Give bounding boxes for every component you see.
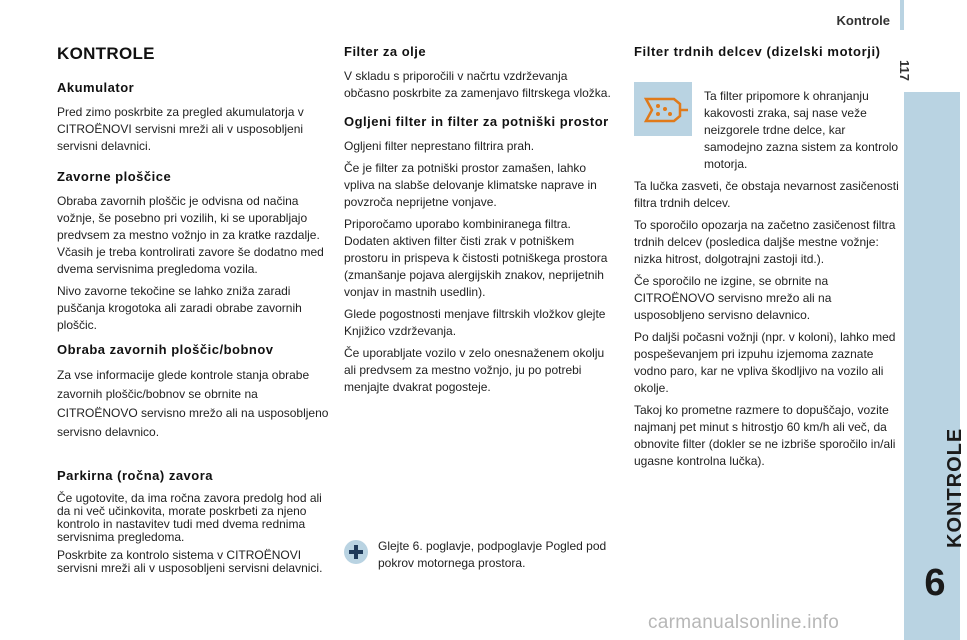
section-title: Kontrole bbox=[836, 13, 890, 28]
info-plus-icon bbox=[344, 540, 368, 564]
paragraph: Ogljeni filter neprestano filtrira prah. bbox=[344, 139, 535, 153]
paragraph: Poskrbite za kontrolo sistema v CITROËNOVI servisni mreži ali v usposobljeni servisni delavnici. bbox=[57, 548, 323, 575]
section-heading-filter-zrak: Ogljeni filter in filter za potniški prostor bbox=[344, 114, 609, 129]
paragraph: Če je filter za potniški prostor zamašen, lahko vpliva na slabše delovanje klimatske naprave in povzroča neprijetne vonjave. bbox=[344, 161, 597, 209]
section-heading-zavorne: Zavorne ploščice bbox=[57, 169, 172, 184]
paragraph: Če ugotovite, da ima ročna zavora predolg hod ali da ni več učinkovita, morate poskrbeti za njeno kontrolo in nastavitev tudi med dvema rednima servisnima pregledoma. bbox=[57, 491, 322, 544]
section-heading-filter-delcev: Filter trdnih delcev (dizelski motorji) bbox=[634, 44, 881, 59]
section-heading-filter-olje: Filter za olje bbox=[344, 44, 427, 59]
paragraph: Ta lučka zasveti, če obstaja nevarnost zasičenosti filtra trdnih delcev. bbox=[634, 179, 899, 210]
section-heading-parkirna: Parkirna (ročna) zavora bbox=[57, 468, 214, 483]
paragraph: Če uporabljate vozilo v zelo onesnaženem okolju ali predvsem za mestno vožnjo, ju po potrebi menjajte dvakrat pogosteje. bbox=[344, 346, 605, 394]
page-number: 117 bbox=[897, 60, 912, 81]
paragraph: Obraba zavornih ploščic je odvisna od načina vožnje, še posebno pri vozilih, ki se uporabljajo predvsem za mestno vožnjo in za kratke razdalje. Včasih je treba kontrolirati zavore še dodatno med dvema servisnima pregledoma vozila. bbox=[57, 194, 324, 276]
header-divider bbox=[900, 0, 904, 30]
section-heading-obraba: Obraba zavornih ploščic/bobnov bbox=[57, 342, 274, 357]
paragraph: Po daljši počasni vožnji (npr. v koloni), lahko med pospeševanjem pri izpuhu izjemoma zaznate vodno paro, kar ne vpliva škodljivo na vozilo ali okolje. bbox=[634, 330, 896, 395]
chapter-tab bbox=[904, 92, 960, 640]
paragraph: V skladu s priporočili v načrtu vzdrževanja občasno poskrbite za zamenjavo filtrskega vložka. bbox=[344, 69, 611, 100]
paragraph: Takoj ko prometne razmere to dopuščajo, vozite najmanj pet minut s hitrostjo 60 km/h ali več, da obnovite filter (dokler se ne izbriše sporočilo in/ali ugasne kontrolna lučka). bbox=[634, 403, 896, 468]
chapter-tab-label: KONTROLE bbox=[944, 427, 966, 548]
paragraph-intro: Ta filter pripomore k ohranjanju kakovosti zraka, saj nase veže neizgorele trdne delce, kar samodejno zazna sistem za kontrolo motorja. bbox=[704, 89, 899, 171]
column-middle bbox=[344, 40, 614, 401]
note-paragraph: Glejte 6. poglavje, podpoglavje Pogled pod pokrov motornega prostora. bbox=[378, 539, 607, 570]
paragraph: Priporočamo uporabo kombiniranega filtra. Dodaten aktiven filter čisti zrak v potniškem prostoru in prispeva k čistosti potniškega prostora (zmanšanje pojava alergijskih znakov, neprijetnih vonjav in mastnih usedlin). bbox=[344, 217, 608, 299]
paragraph: Če sporočilo ne izgine, se obrnite na CITROËNOVO servisno mrežo ali na usposobljeno servisno delavnico. bbox=[634, 274, 832, 322]
paragraph: Glede pogostnosti menjave filtrskih vložkov glejte Knjižico vzdrževanja. bbox=[344, 307, 606, 338]
section-heading-akumulator: Akumulator bbox=[57, 80, 135, 95]
chapter-number: 6 bbox=[924, 562, 946, 604]
note-text bbox=[378, 538, 614, 577]
paragraph: Za vse informacije glede kontrole stanja obrabe zavornih ploščic/bobnov se obrnite na CITROËNOVO servisno mrežo ali na usposobljeno servisno delavnico. bbox=[57, 368, 329, 439]
page-title: KONTROLE bbox=[57, 44, 155, 63]
watermark: carmanualsonline.info bbox=[648, 612, 840, 633]
particle-filter-warning-icon bbox=[634, 82, 692, 136]
column-left bbox=[57, 40, 329, 580]
paragraph: Nivo zavorne tekočine se lahko zniža zaradi puščanja krogotoka ali zaradi obrabe zavornih ploščic. bbox=[57, 284, 302, 332]
paragraph: To sporočilo opozarja na začetno zasičenost filtra trdnih delcev (posledica daljše mestne vožnje: nizka hitrost, dolgotrajni zastoji itd.). bbox=[634, 218, 896, 266]
paragraph: Pred zimo poskrbite za pregled akumulatorja v CITROËNOVI servisni mreži ali v usposobljeni servisni delavnici. bbox=[57, 105, 304, 153]
